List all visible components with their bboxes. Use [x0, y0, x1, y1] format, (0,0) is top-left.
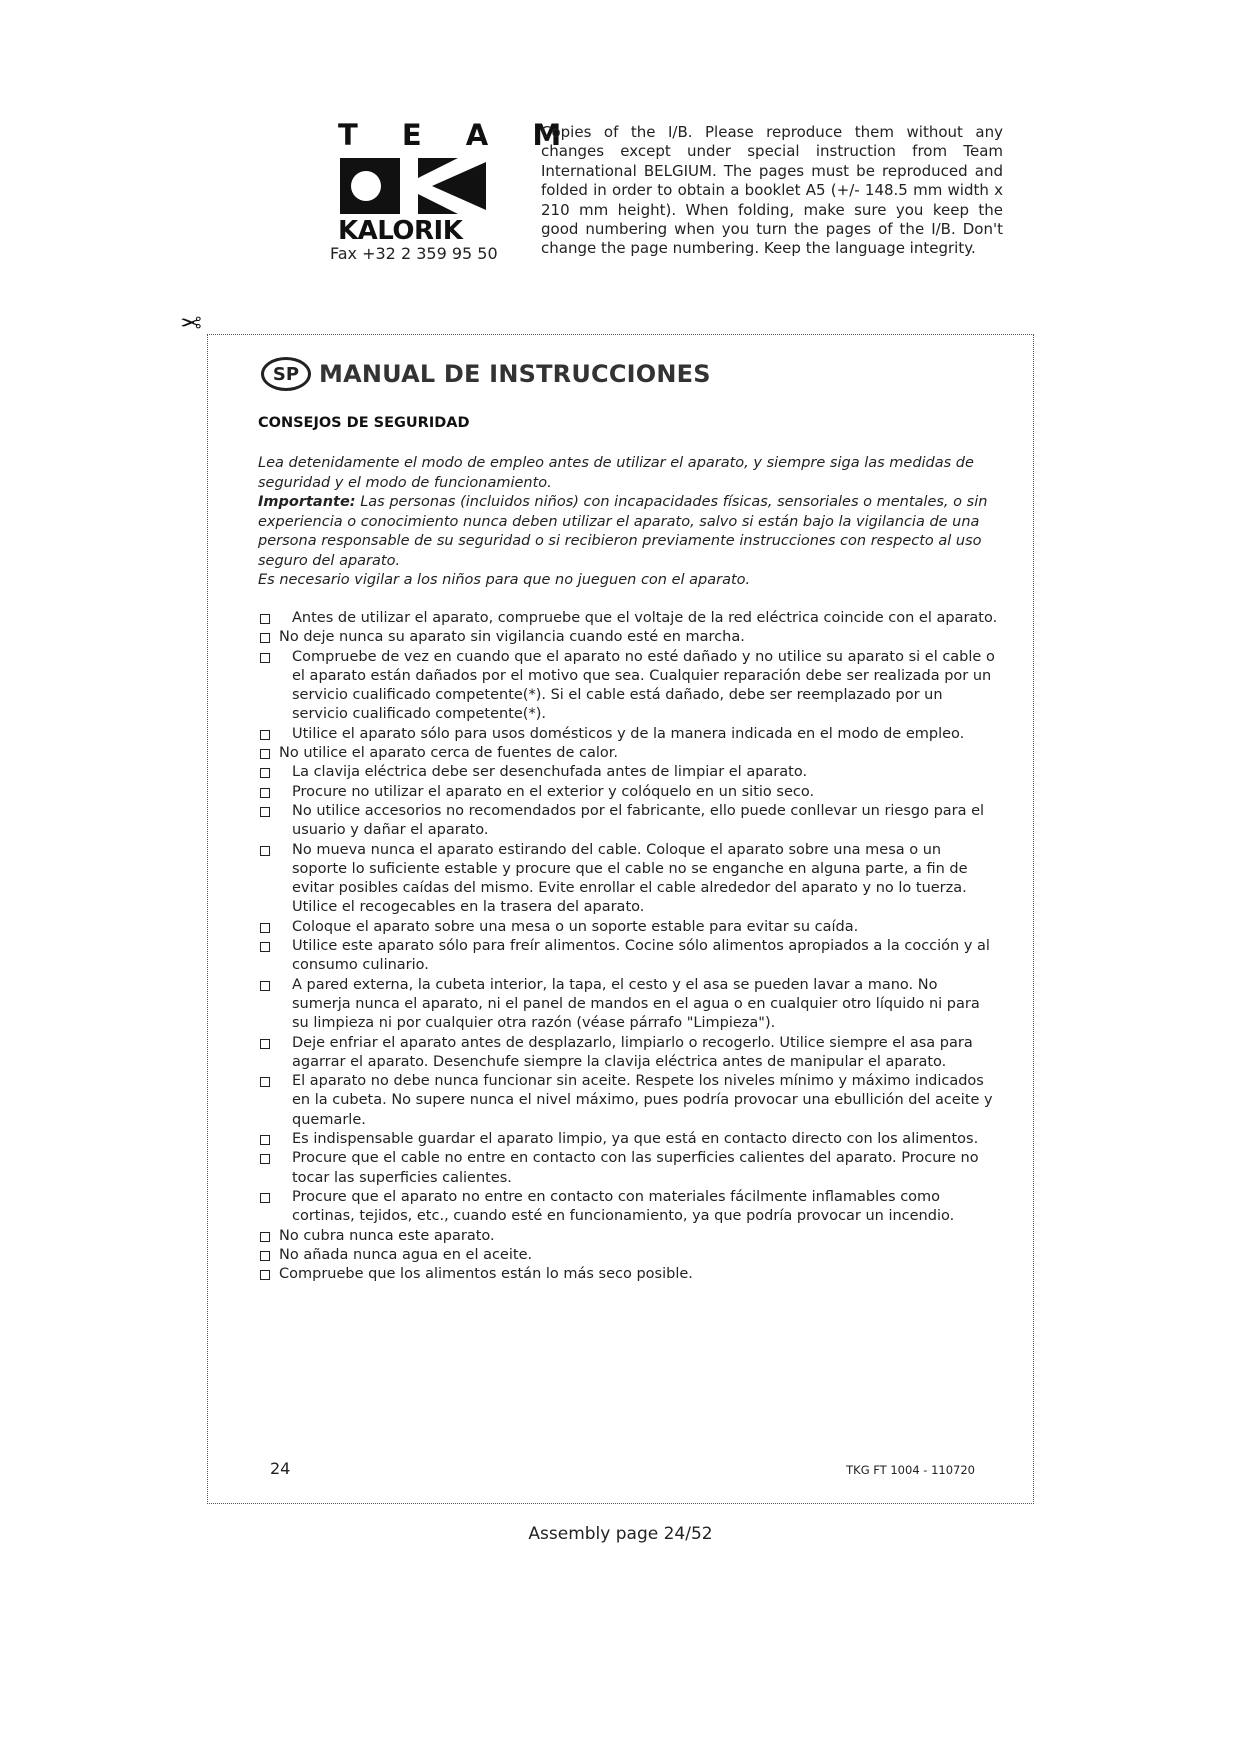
checkbox-bullet-icon [260, 942, 270, 952]
checkbox-bullet-icon [260, 1232, 270, 1242]
list-item-text: El aparato no debe nunca funcionar sin aceite. Respete los niveles mínimo y máximo indicados en la cubeta. No supere nunca el nivel máximo, pues podría provocar una ebullición del aceite y quemarle. [292, 1073, 993, 1128]
intro-paragraph: Lea detenidamente el modo de empleo antes de utilizar el aparato, y siempre siga las medidas de seguridad y el modo de funcionamiento. [258, 455, 974, 491]
kalorik-k-icon [340, 158, 486, 214]
list-item [258, 937, 998, 976]
list-item-text: Es indispensable guardar el aparato limpio, ya que está en contacto directo con los alimentos. [292, 1131, 979, 1148]
manual-title-row [261, 357, 711, 391]
list-item [258, 1265, 998, 1284]
list-item [258, 1130, 998, 1149]
checkbox-bullet-icon [260, 846, 270, 856]
list-item-text: Procure que el aparato no entre en contacto con materiales fácilmente inflamables como cortinas, tejidos, etc., cuando esté en funcionamiento, ya que podría provocar un incendio. [292, 1188, 955, 1225]
list-item-text: A pared externa, la cubeta interior, la tapa, el cesto y el asa se pueden lavar a mano. No sumerja nunca el aparato, ni el panel de mandos en el agua o en cualquier otro líquido ni para su limpieza ni por cualquier otra razón (véase párrafo "Limpieza"). [292, 976, 980, 1032]
checkbox-bullet-icon [260, 1251, 270, 1261]
list-item [258, 1227, 998, 1246]
checkbox-bullet-icon [260, 788, 270, 798]
scissors-icon: ✂ [180, 306, 202, 336]
list-item-text: Utilice el aparato sólo para usos domésticos y de la manera indicada en el modo de empleo. [292, 725, 965, 742]
list-item [258, 1034, 998, 1073]
manual-page-frame [207, 334, 1034, 1504]
important-label: Importante: [258, 494, 356, 510]
checkbox-bullet-icon [260, 1270, 270, 1280]
section-heading: CONSEJOS DE SEGURIDAD [258, 415, 470, 431]
list-item [258, 1072, 998, 1130]
logo-team-text: T E A M [338, 118, 579, 152]
checkbox-bullet-icon [260, 807, 270, 817]
checkbox-bullet-icon [260, 1077, 270, 1087]
checkbox-bullet-icon [260, 923, 270, 933]
checkbox-bullet-icon [260, 633, 270, 643]
fax-number: Fax +32 2 359 95 50 [330, 244, 498, 263]
checkbox-bullet-icon [260, 730, 270, 740]
checkbox-bullet-icon [260, 653, 270, 663]
important-text: Las personas (incluidos niños) con incapacidades físicas, sensoriales o mentales, o sin experiencia o conocimiento nunca deben utilizar el aparato, salvo si están bajo la vigilancia de una persona responsable de su seguridad o si recibieron previamente instrucciones con respecto al uso seguro del aparato. [258, 494, 988, 569]
list-item-text: Utilice este aparato sólo para freír alimentos. Cocine sólo alimentos apropiados a la cocción y al consumo culinario. [292, 938, 990, 974]
intro-text [258, 454, 998, 591]
list-item-text: La clavija eléctrica debe ser desenchufada antes de limpiar el aparato. [292, 764, 808, 781]
list-item [258, 648, 998, 725]
important-paragraph [258, 493, 998, 571]
list-item-text: Coloque el aparato sobre una mesa o un soporte estable para evitar su caída. [292, 918, 859, 935]
document-reference: TKG FT 1004 - 110720 [846, 1463, 975, 1477]
list-item-text: Compruebe de vez en cuando que el aparato no esté dañado y no utilice su aparato si el cable o el aparato están dañados por el motivo que sea. Cualquier reparación debe ser realizada por un servicio cualificado competente(*). Si el cable está dañado, debe ser reemplazado por un servicio cualificado competente(*). [292, 648, 995, 723]
checkbox-bullet-icon [260, 981, 270, 991]
manual-title: MANUAL DE INSTRUCCIONES [319, 360, 711, 388]
list-item [258, 628, 998, 647]
list-item-text: Procure no utilizar el aparato en el exterior y colóquelo en un sitio seco. [292, 783, 815, 800]
reproduction-note: Copies of the I/B. Please reproduce them without any changes except under special instruction from Team International BELGIUM. The pages must be reproduced and folded in order to obtain a booklet A5 (+/- 148.5 mm width x 210 mm height). When folding, make sure you keep the good numbering when you turn the pages of the I/B. Don't change the page numbering. Keep the language integrity. [541, 123, 1003, 258]
list-item-text: No deje nunca su aparato sin vigilancia cuando esté en marcha. [279, 629, 745, 646]
list-item [258, 744, 998, 763]
list-item-text: Procure que el cable no entre en contacto con las superficies calientes del aparato. Procure no tocar las superficies calientes. [292, 1150, 979, 1186]
language-badge: SP [261, 357, 311, 391]
list-item [258, 1246, 998, 1265]
assembly-page-label: Assembly page 24/52 [528, 1524, 713, 1544]
checkbox-bullet-icon [260, 1039, 270, 1049]
checkbox-bullet-icon [260, 1154, 270, 1164]
checkbox-bullet-icon [260, 1135, 270, 1145]
list-item-text: No utilice accesorios no recomendados por el fabricante, ello puede conllevar un riesgo para el usuario y dañar el aparato. [292, 802, 985, 839]
list-item [258, 1188, 998, 1227]
list-item-text: No cubra nunca este aparato. [279, 1227, 495, 1244]
logo-brand-text: KALORIK [338, 216, 463, 246]
list-item [258, 783, 998, 802]
list-item [258, 725, 998, 744]
list-item-text: Deje enfriar el aparato antes de desplazarlo, limpiarlo o recogerlo. Utilice siempre el asa para agarrar el aparato. Desenchufe siempre la clavija eléctrica antes de manipular el aparato. [292, 1034, 973, 1070]
checkbox-bullet-icon [260, 1193, 270, 1203]
checkbox-bullet-icon [260, 768, 270, 778]
list-item-text: Antes de utilizar el aparato, compruebe que el voltaje de la red eléctrica coincide con el aparato. [292, 610, 998, 626]
page-number: 24 [270, 1459, 291, 1478]
checkbox-bullet-icon [260, 749, 270, 759]
list-item [258, 918, 998, 937]
safety-list [258, 609, 998, 1284]
list-item-text: No mueva nunca el aparato estirando del cable. Coloque el aparato sobre una mesa o un soporte lo suficiente estable y procure que el cable no se enganche en alguna parte, a fin de evitar posibles caídas del mismo. Evite enrollar el cable alrededor del aparato y no lo tuerza. Utilice el recogecables en la trasera del aparato. [292, 841, 968, 916]
list-item [258, 802, 998, 841]
list-item-text: Compruebe que los alimentos están lo más seco posible. [279, 1266, 693, 1283]
kalorik-logo [338, 118, 579, 246]
children-warning: Es necesario vigilar a los niños para que no jueguen con el aparato. [258, 572, 751, 588]
list-item [258, 976, 998, 1034]
list-item [258, 841, 998, 918]
list-item [258, 609, 998, 628]
list-item-text: No añada nunca agua en el aceite. [279, 1246, 533, 1263]
checkbox-bullet-icon [260, 614, 270, 624]
list-item [258, 763, 998, 782]
list-item-text: No utilice el aparato cerca de fuentes de calor. [279, 745, 618, 762]
list-item [258, 1149, 998, 1188]
